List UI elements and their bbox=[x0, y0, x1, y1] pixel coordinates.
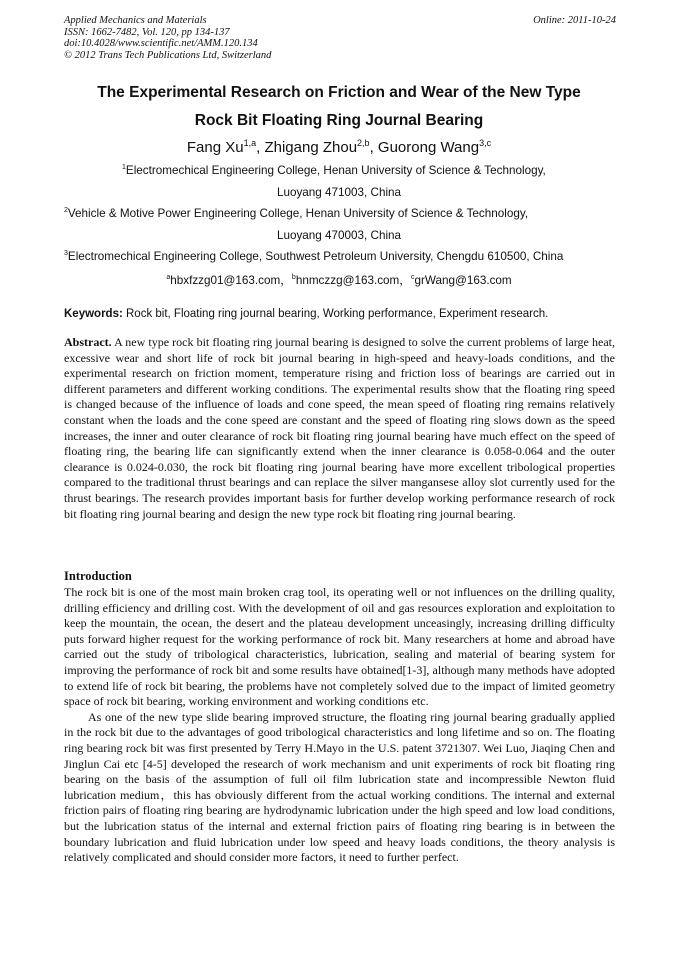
email-address: hnmczzg@163.com， bbox=[295, 274, 411, 287]
online-date: Online: 2011-10-24 bbox=[533, 15, 616, 26]
author-affil-mark: 2,b bbox=[357, 138, 370, 148]
email-address: grWang@163.com bbox=[414, 274, 512, 287]
author-separator: , bbox=[369, 139, 378, 156]
affiliation-text: Electromechical Engineering College, Henan University of Science & Technology, bbox=[125, 164, 546, 177]
introduction-body bbox=[64, 585, 615, 866]
affiliation-text: Vehicle & Motive Power Engineering College, Henan University of Science & Technology, bbox=[67, 207, 529, 220]
abstract-text: A new type rock bit floating ring journal bearing is designed to solve the current problems of large heat, excessive wear and short life of rock bit journal bearing in high-speed and heavy-loads conditions, and the experimental research on friction moment, temperature rising and friction loss of bearings are carried out in different parameters and different working conditions. The experimental results show that the floating ring speed is changed because of the influence of loads and cone speed, the mean speed of floating ring remains relatively constant when the loads and the cone speed are constant and the speed of floating ring slows down as the speed increases, the inner and outer clearance of rock bit floating ring journal bearing have much effect on the speed of floating ring, the bearing life can significantly extend when the inner clearance is 0.058-0.064 and the outer clearance is 0.024-0.030, the rock bit floating ring journal bearing have more excellent tribological properties compared to the traditional thrust bearings and can replace the silver mangansese alloy slot currently used for the thrust bearings. The research provides important basis for further develop working performance research of rock bit floating ring journal bearing and design the new type rock bit floating ring journal bearing. bbox=[64, 335, 615, 521]
abstract-label: Abstract. bbox=[64, 335, 112, 349]
email-mark: b bbox=[291, 274, 296, 282]
keywords bbox=[64, 308, 624, 320]
affiliation-text: Electromechical Engineering College, Southwest Petroleum University, Chengdu 610500, China bbox=[67, 250, 564, 263]
journal-name: Applied Mechanics and Materials bbox=[64, 15, 207, 26]
author-affil-mark: 3,c bbox=[479, 138, 492, 148]
email-address: hbxfzzg01@163.com， bbox=[170, 274, 292, 287]
email-mark: a bbox=[166, 274, 171, 282]
affiliation-mark: 2 bbox=[64, 207, 68, 215]
paper-title bbox=[30, 79, 648, 135]
affiliation-1-line-2: Luoyang 471003, China bbox=[276, 186, 402, 199]
title-line-1: The Experimental Research on Friction and Wear of the New Type bbox=[97, 84, 581, 101]
author-name: Guorong Wang bbox=[377, 139, 480, 156]
email-mark: c bbox=[410, 274, 415, 282]
title-line-2: Rock Bit Floating Ring Journal Bearing bbox=[194, 112, 484, 129]
intro-paragraph-1: The rock bit is one of the most main broken crag tool, its operating well or not influences on the drilling quality, drilling efficiency and drilling cost. With the development of oil and gas resources exploration and exploitation to keep the mountain, the ocean, the desert and the plateau development unceasingly, increasing drilling difficulty puts forward higher request for the working performance of rock bit. Many researchers at home and abroad have carried out the study of tribological characteristics, lubrication, sealing and material of bearing system for improving the performance of rock bit and some results have obtained[1-3], although many methods have adopted to extend life of rock bit bearing, the problems have not completely solved due to the impact of limited geometry space of rock bit bearing, working environment and working conditions etc. bbox=[64, 585, 615, 709]
affiliation-2-line-1 bbox=[64, 207, 528, 220]
affiliation-1-line-1 bbox=[122, 164, 546, 177]
doi-line: doi:10.4028/www.scientific.net/AMM.120.134 bbox=[64, 38, 258, 49]
abstract bbox=[64, 335, 615, 522]
author-separator: , bbox=[256, 139, 265, 156]
author-emails bbox=[0, 272, 678, 288]
author-name: Fang Xu bbox=[186, 139, 244, 156]
affiliation-3-line-1 bbox=[64, 250, 563, 263]
keywords-text: Rock bit, Floating ring journal bearing, Working performance, Experiment research. bbox=[122, 308, 549, 320]
intro-paragraph-2: As one of the new type slide bearing improved structure, the floating ring journal bearing gradually applied in the rock bit due to the advantages of good tribological characteristics and long lifetime and so on. The floating ring bearing rock bit was first presented by Terry H.Mayo in the U.S. patent 3721307. Wei Luo, Jiaqing Chen and Jinglun Cai etc [4-5] developed the research of work mechanism and unit experiments of rock bit floating ring bearing on the basis of the assumption of full oil film lubrication state and incompressible Newton fluid lubrication medium，this has obviously different from the actual working conditions. The internal and external friction pairs of floating ring bearing are hydrodynamic lubrication under the high speed and low load conditions, but the lubrication status of the internal and external friction pairs of floating ring bearing is in between the boundary lubrication and fluid lubrication under low speed and heavy loads conditions, the theory analysis is relatively complicated and should consider more factors, it need to further perfect. bbox=[64, 709, 615, 865]
issn-line: ISSN: 1662-7482, Vol. 120, pp 134-137 bbox=[64, 26, 230, 38]
abstract-paragraph bbox=[64, 335, 615, 522]
author-name: Zhigang Zhou bbox=[264, 139, 358, 156]
section-heading-introduction: Introduction bbox=[64, 569, 132, 583]
journal-header bbox=[64, 15, 616, 61]
copyright-line: © 2012 Trans Tech Publications Ltd, Switzerland bbox=[64, 49, 272, 61]
affiliation-mark: 3 bbox=[64, 250, 68, 258]
affiliation-mark: 1 bbox=[122, 164, 126, 172]
keywords-label: Keywords: bbox=[64, 308, 123, 320]
author-affil-mark: 1,a bbox=[243, 138, 257, 148]
author-list bbox=[0, 139, 678, 156]
affiliation-2-line-2: Luoyang 470003, China bbox=[276, 229, 402, 242]
